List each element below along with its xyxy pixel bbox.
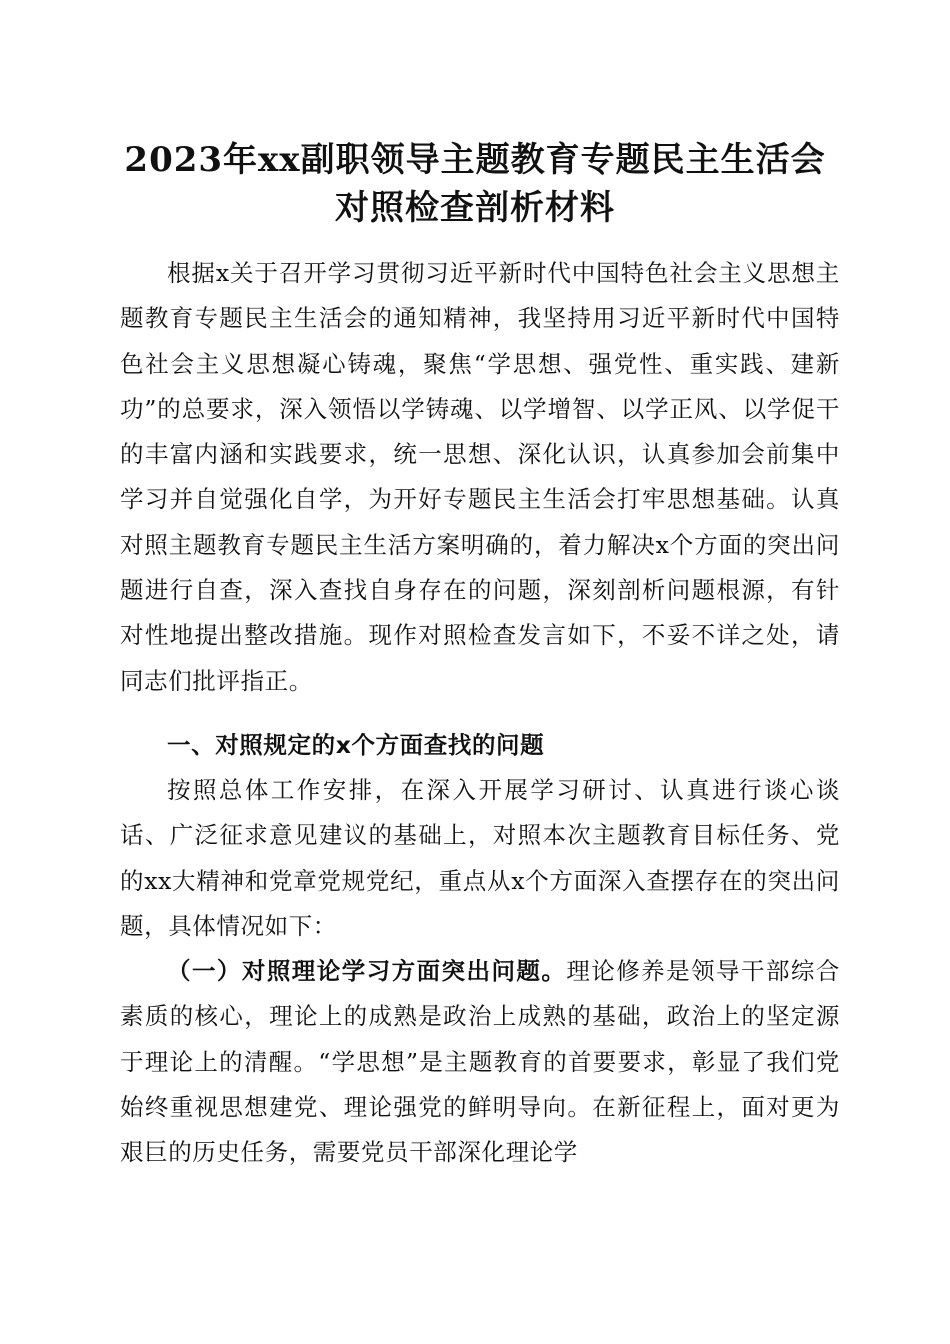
intro-paragraph: 根据x关于召开学习贯彻习近平新时代中国特色社会主义思想主题教育专题民主生活会的通知精神，我坚持用习近平新时代中国特色社会主义思想凝心铸魂，聚焦“学思想、强党性、重实践、建新功”的总要求，深入领悟以学铸魂、以学增智、以学正风、以学促干的丰富内涵和实践要求，统一思想、深化认识，认真参加会前集中学习并自觉强化自学，为开好专题民主生活会打牢思想基础。认真对照主题教育专题民主生活方案明确的，着力解决x个方面的突出问题进行自查，深入查找自身存在的问题，深刻剖析问题根源，有针对性地提出整改措施。现作对照检查发言如下，不妥不详之处，请同志们批评指正。 — [120, 259, 840, 695]
document-title-line-2: 对照检查剖析材料 — [335, 188, 615, 228]
subsection-1-body: 理论修养是领导干部综合素质的核心，理论上的成熟是政治上成熟的基础，政治上的坚定源于理论上的清醒。“学思想”是主题教育的首要要求，彰显了我们党始终重视思想建党、理论强党的鲜明导向。在新征程上，面对更为艰巨的历史任务，需要党员干部深化理论学 — [120, 957, 840, 1167]
subsection-1-paragraph — [120, 949, 840, 1175]
document-title-line-1: 2023年xx副职领导主题教育专题民主生活会 — [124, 140, 826, 180]
subsection-1-lead: （一）对照理论学习方面突出问题。 — [167, 957, 567, 985]
section-1-paragraph: 按照总体工作安排，在深入开展学习研讨、认真进行谈心谈话、广泛征求意见建议的基础上，对照本次主题教育目标任务、党的xx大精神和党章党规党纪，重点从x个方面深入查摆存在的突出问题，具体情况如下： — [120, 776, 840, 940]
section-heading-1: 一、对照规定的x个方面查找的问题 — [167, 731, 545, 759]
